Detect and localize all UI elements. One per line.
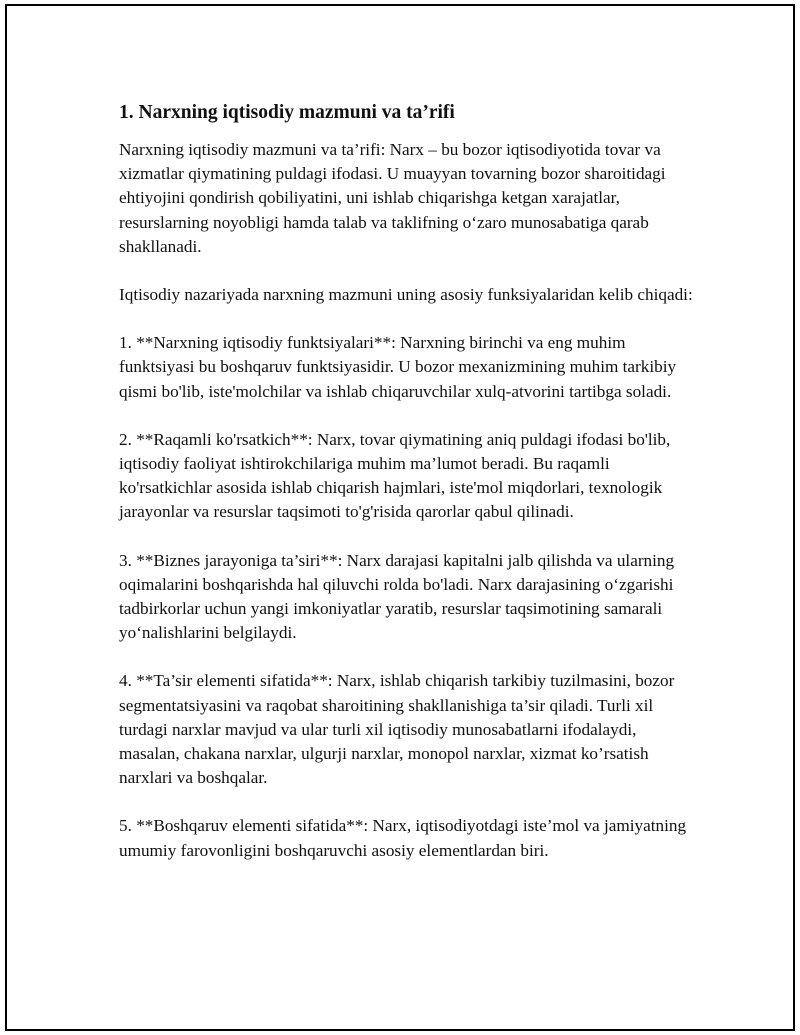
paragraph-item-1: 1. **Narxning iqtisodiy funktsiyalari**: Narxning birinchi va eng muhim funktsiyasi bu boshqaruv funktsiyasidir. U bozor mexanizmining muhim tarkibiy qismi bo'lib, iste'molchilar va ishlab chiqaruvchilar xulq-atvorini tartibga soladi. <box>119 333 677 401</box>
paragraph-intro: Iqtisodiy nazariyada narxning mazmuni uning asosiy funksiyalaridan kelib chiqadi: <box>119 285 693 305</box>
section-heading: 1. Narxning iqtisodiy mazmuni va ta’rifi <box>119 102 455 123</box>
paragraph-definition: Narxning iqtisodiy mazmuni va ta’rifi: Narx – bu bozor iqtisodiyotida tovar va xizmatlar qiymatining puldagi ifodasi. U muayyan tovarning bozor sharoitidagi ehtiyojini qondirish qobiliyatini, uni ishlab chiqarishga ketgan xarajatlar, resurslarning noyobligi hamda talab va taklifning o‘zaro munosabatiga qarab shakllanadi. <box>119 140 666 256</box>
paragraph-item-3: 3. **Biznes jarayoniga ta’siri**: Narx darajasi kapitalni jalb qilishda va ularning oqimalarini boshqarishda hal qiluvchi rolda bo'ladi. Narx darajasining o‘zgarishi tadbirkorlar uchun yangi imkoniyatlar yaratib, resurslar taqsimotining samarali yo‘nalishlarini belgilaydi. <box>119 550 675 643</box>
page-frame <box>5 4 795 1031</box>
paragraph-item-2: 2. **Raqamli ko'rsatkich**: Narx, tovar qiymatining aniq puldagi ifodasi bo'lib, iqtisodiy faoliyat ishtirokchilariga muhim ma’lumot beradi. Bu raqamli ko'rsatkichlar asosida ishlab chiqarish hajmlari, iste'mol miqdorlari, texnologik jarayonlar va resurslar taqsimoti to'g'risida qarorlar qabul qilinadi. <box>119 429 671 522</box>
document-body <box>119 99 694 887</box>
paragraph-item-4: 4. **Ta’sir elementi sifatida**: Narx, ishlab chiqarish tarkibiy tuzilmasini, bozor segmentatsiyasini va raqobat sharoitining shakllanishiga ta’sir qiladi. Turli xil turdagi narxlar mavjud va ular turli xil iqtisodiy munosabatlarni ifodalaydi, masalan, chakana narxlar, ulgurji narxlar, monopol narxlar, xizmat ko’rsatish narxlari va boshqalar. <box>119 671 675 788</box>
paragraph-item-5: 5. **Boshqaruv elementi sifatida**: Narx, iqtisodiyotdagi iste’mol va jamiyatning umumiy farovonligini boshqaruvchi asosiy elementlardan biri. <box>119 816 687 860</box>
